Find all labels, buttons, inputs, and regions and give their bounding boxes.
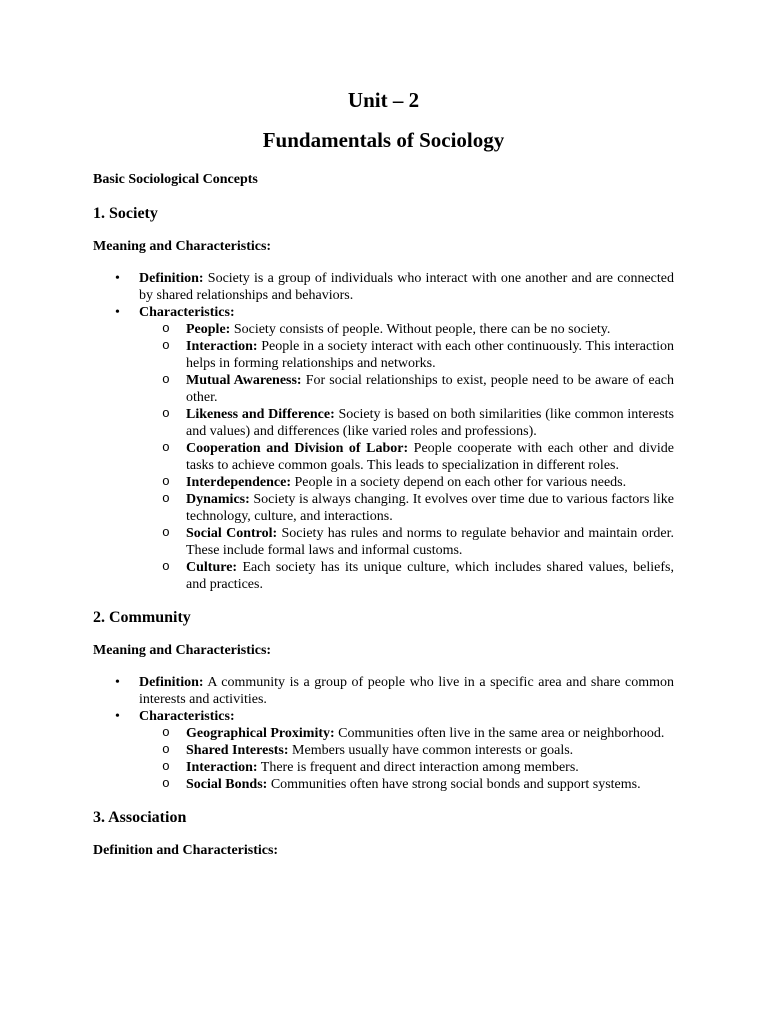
unit-title: Unit – 2 <box>347 88 420 112</box>
bullet-list <box>93 270 674 593</box>
characteristics-label: Characteristics: <box>139 709 235 724</box>
sub-bullet-icon: o <box>162 474 170 489</box>
sub-bullet-icon: o <box>162 559 170 574</box>
list-item-definition <box>93 270 674 304</box>
list-item <box>139 474 674 491</box>
item-label: Geographical Proximity: <box>186 726 335 741</box>
section-heading: 1. Society <box>93 205 158 222</box>
item-text: Communities often live in the same area or neighborhood. <box>334 726 665 741</box>
sub-bullet-icon: o <box>162 372 170 387</box>
section-community <box>93 608 674 793</box>
list-item <box>139 525 674 559</box>
sub-bullet-icon: o <box>162 440 170 455</box>
item-text: Society has rules and norms to regulate behavior and maintain order. These include formal laws and informal customs. <box>186 526 674 558</box>
page-title: Fundamentals of Sociology <box>262 128 505 152</box>
bullet-icon: • <box>115 305 120 320</box>
section-society <box>93 204 674 593</box>
item-label: Social Control: <box>186 526 278 541</box>
list-item <box>139 776 674 793</box>
item-text: Each society has its unique culture, which includes shared values, beliefs, and practices. <box>186 560 674 592</box>
list-item-characteristics <box>93 304 674 593</box>
sub-bullet-icon: o <box>162 776 170 791</box>
item-label: Interaction: <box>186 339 258 354</box>
list-item <box>139 491 674 525</box>
list-item <box>139 406 674 440</box>
section-heading: 3. Association <box>93 809 187 826</box>
item-text: People cooperate with each other and divide tasks to achieve common goals. This leads to specialization in different roles. <box>186 441 674 473</box>
list-item <box>139 725 674 742</box>
list-item <box>139 372 674 406</box>
sub-bullet-icon: o <box>162 742 170 757</box>
item-label: Social Bonds: <box>186 777 268 792</box>
sub-bullet-icon: o <box>162 491 170 506</box>
section-heading: 2. Community <box>93 609 191 626</box>
list-item <box>139 759 674 776</box>
list-item-definition <box>93 674 674 708</box>
item-label: Likeness and Difference: <box>186 407 335 422</box>
document-subtitle: Basic Sociological Concepts <box>93 172 258 187</box>
definition-label: Definition: <box>139 675 204 690</box>
section-subheading: Meaning and Characteristics: <box>93 239 272 254</box>
sub-bullet-icon: o <box>162 406 170 421</box>
list-item <box>139 321 674 338</box>
item-text: Society is based on both similarities (like common interests and values) and differences (like varied roles and professions). <box>186 407 674 439</box>
list-item <box>139 742 674 759</box>
item-text: People in a society depend on each other for various needs. <box>291 475 627 490</box>
list-item <box>139 338 674 372</box>
item-text: People in a society interact with each other continuously. This interaction helps in forming relationships and networks. <box>186 339 674 371</box>
definition-text: Society is a group of individuals who interact with one another and are connected by shared relationships and behaviors. <box>139 271 674 303</box>
item-text: Society is always changing. It evolves over time due to various factors like technology, culture, and interactions. <box>186 492 674 524</box>
item-label: Interdependence: <box>186 475 291 490</box>
item-label: Shared Interests: <box>186 743 289 758</box>
item-label: Interaction: <box>186 760 258 775</box>
bullet-icon: • <box>115 709 120 724</box>
sub-bullet-icon: o <box>162 759 170 774</box>
item-text: For social relationships to exist, people need to be aware of each other. <box>186 373 674 405</box>
definition-label: Definition: <box>139 271 204 286</box>
section-subheading: Meaning and Characteristics: <box>93 643 272 658</box>
list-item <box>139 559 674 593</box>
sub-bullet-icon: o <box>162 525 170 540</box>
list-item <box>139 440 674 474</box>
section-subheading: Definition and Characteristics: <box>93 843 279 858</box>
characteristics-list <box>139 725 674 793</box>
item-text: Society consists of people. Without people, there can be no society. <box>230 322 611 337</box>
sub-bullet-icon: o <box>162 725 170 740</box>
section-association <box>93 808 674 860</box>
sub-bullet-icon: o <box>162 321 170 336</box>
list-item-characteristics <box>93 708 674 793</box>
definition-text: A community is a group of people who live in a specific area and share common interests and activities. <box>139 675 674 707</box>
bullet-icon: • <box>115 675 120 690</box>
sub-bullet-icon: o <box>162 338 170 353</box>
characteristics-list <box>139 321 674 593</box>
characteristics-label: Characteristics: <box>139 305 235 320</box>
item-text: Members usually have common interests or goals. <box>288 743 574 758</box>
item-label: Culture: <box>186 560 238 575</box>
item-label: Dynamics: <box>186 492 250 507</box>
item-text: There is frequent and direct interaction among members. <box>257 760 579 775</box>
bullet-icon: • <box>115 271 120 286</box>
item-label: Cooperation and Division of Labor: <box>186 441 409 456</box>
item-text: Communities often have strong social bonds and support systems. <box>267 777 641 792</box>
bullet-list <box>93 674 674 793</box>
item-label: Mutual Awareness: <box>186 373 302 388</box>
item-label: People: <box>186 322 231 337</box>
document-page <box>93 86 674 860</box>
